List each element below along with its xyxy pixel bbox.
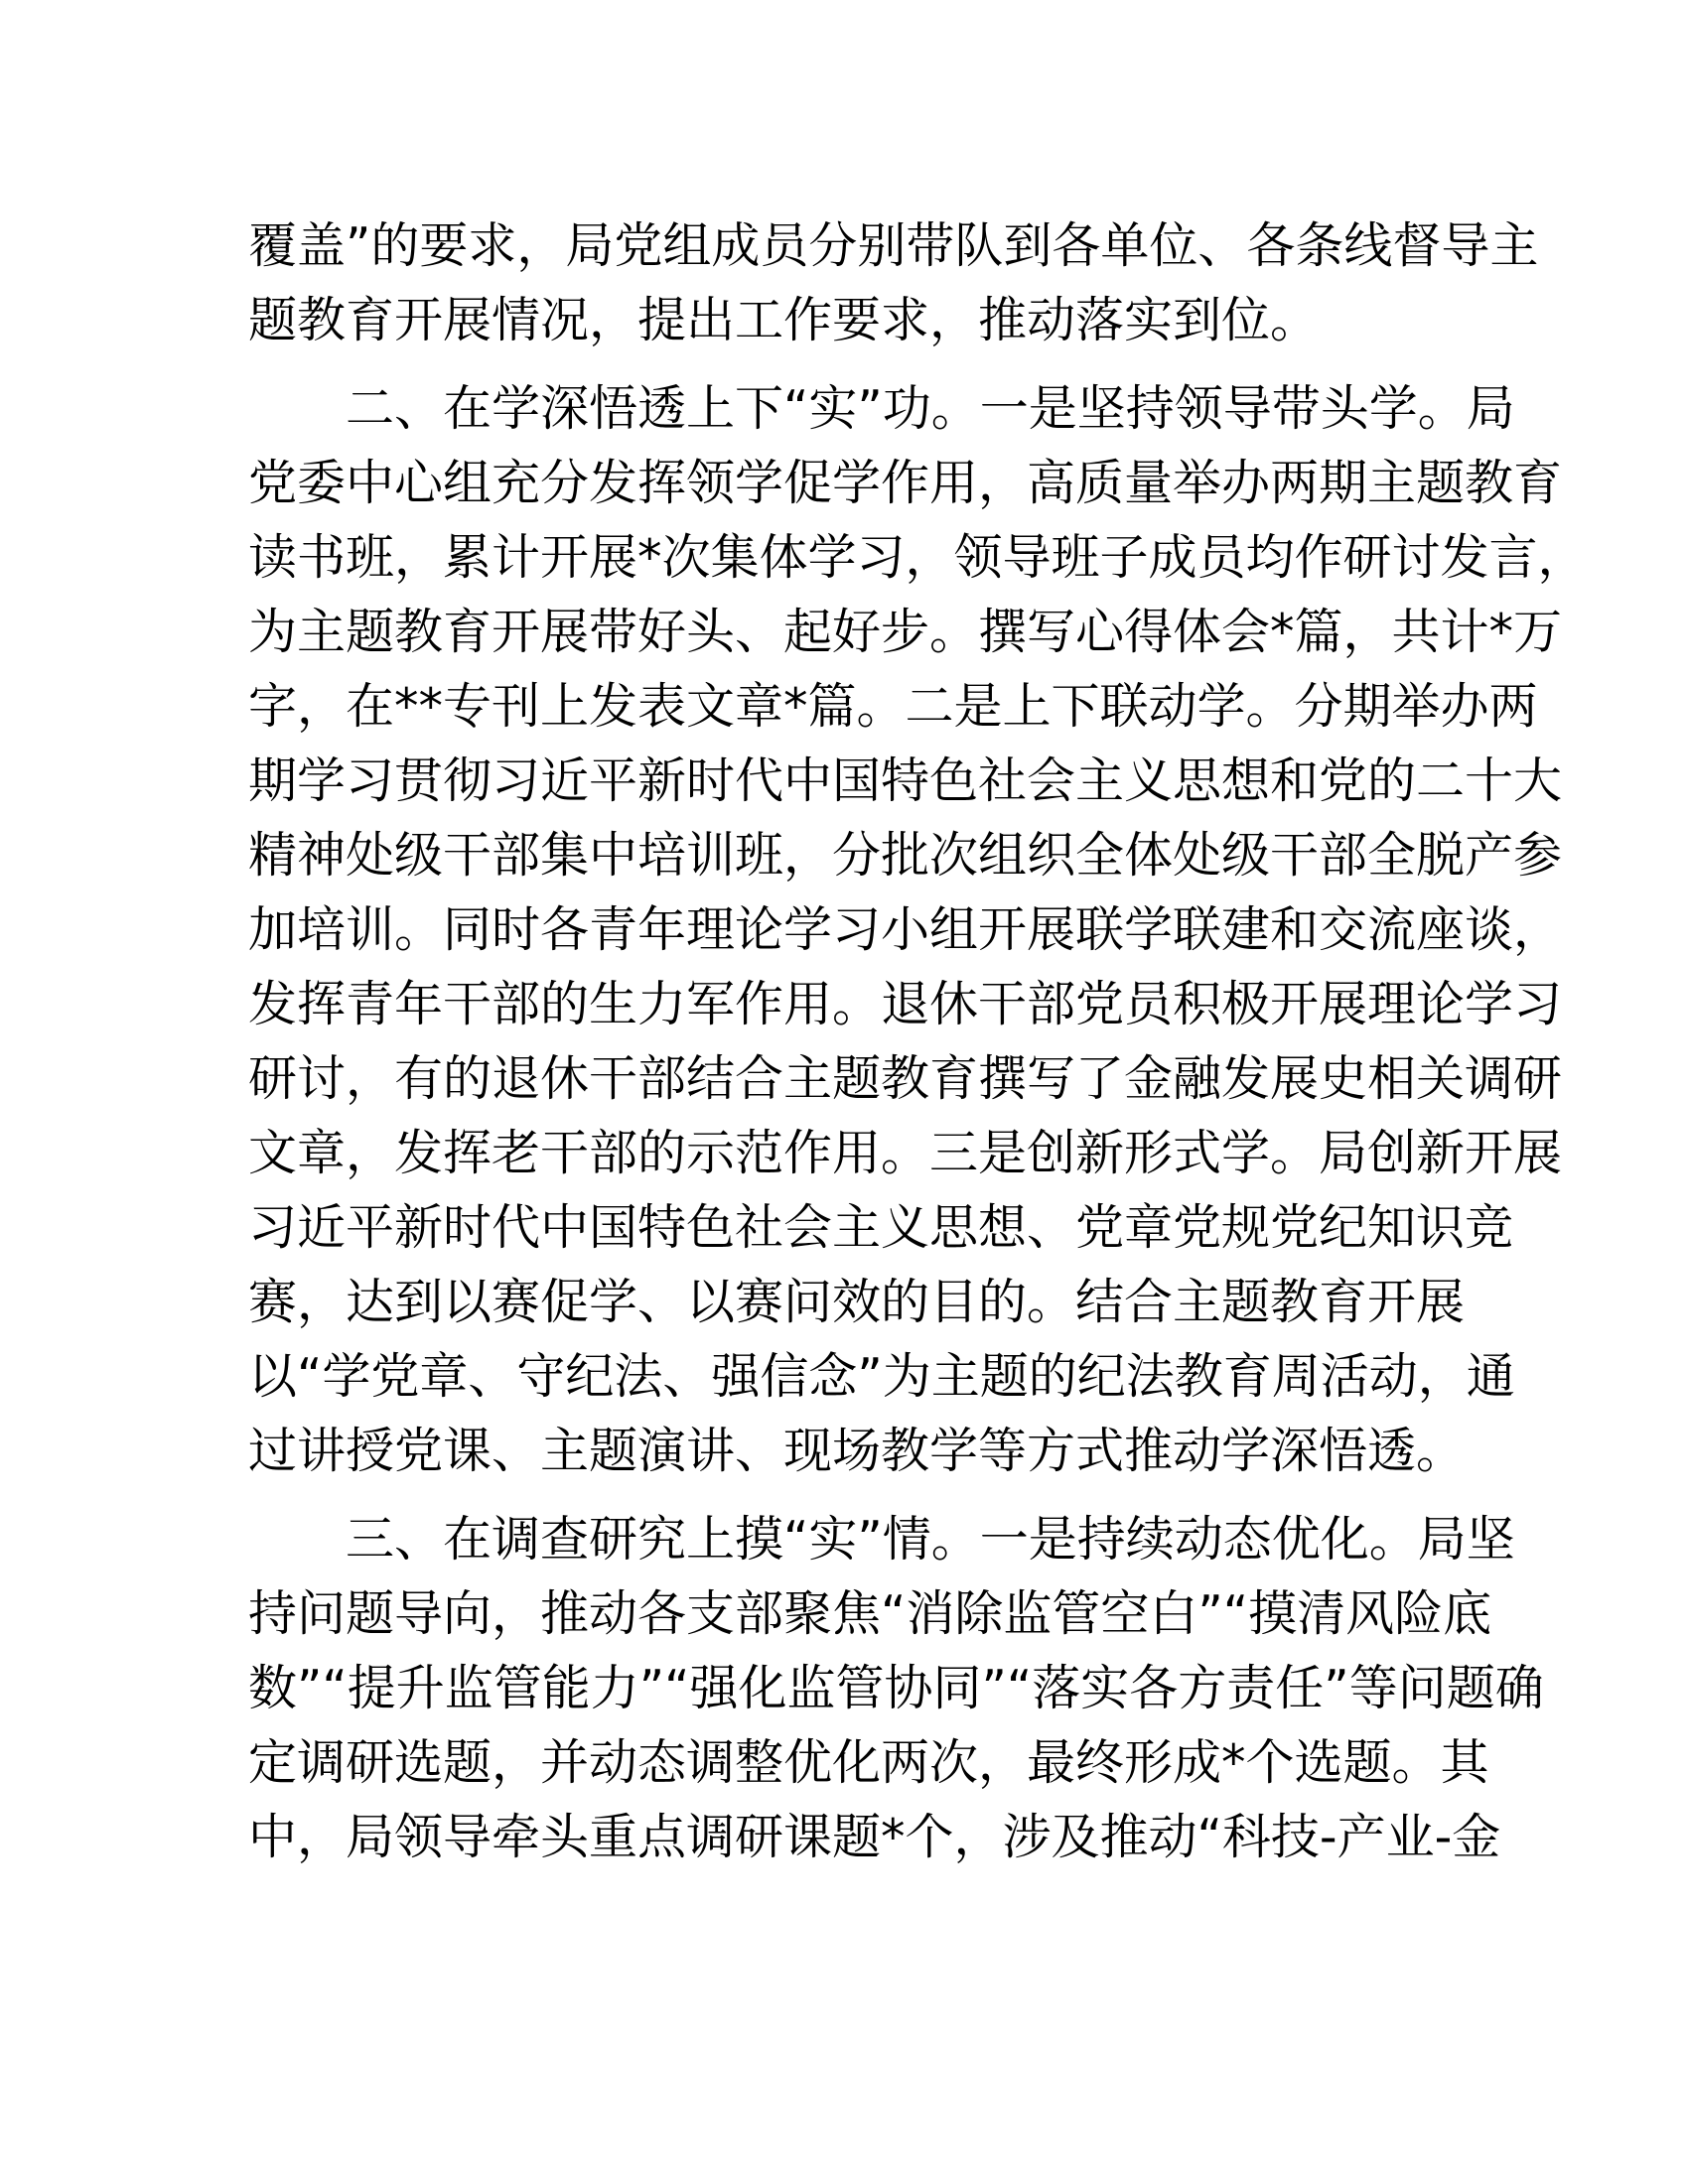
text-line: 发挥青年干部的生力军作用。退休干部党员积极开展理论学习 — [248, 976, 1563, 1032]
text-line: 二、在学深悟透上下“实”功。一是坚持领导带头学。局 — [346, 380, 1515, 437]
text-line: 研讨，有的退休干部结合主题教育撰写了金融发展史相关调研 — [248, 1050, 1563, 1107]
text-line: 赛，达到以赛促学、以赛问效的目的。结合主题教育开展 — [248, 1274, 1466, 1330]
text-line: 文章，发挥老干部的示范作用。三是创新形式学。局创新开展 — [248, 1125, 1563, 1181]
text-line: 过讲授党课、主题演讲、现场教学等方式推动学深悟透。 — [248, 1423, 1466, 1479]
text-line: 为主题教育开展带好头、起好步。撰写心得体会*篇，共计*万 — [248, 604, 1563, 660]
text-line: 习近平新时代中国特色社会主义思想、党章党规党纪知识竞 — [248, 1199, 1514, 1256]
paragraph-1 — [248, 208, 1539, 357]
paragraph-3 — [248, 1502, 1544, 1874]
text-line: 以“学党章、守纪法、强信念”为主题的纪法教育周活动，通 — [248, 1348, 1515, 1405]
text-line: 党委中心组充分发挥领学促学作用，高质量举办两期主题教育 — [248, 455, 1563, 511]
text-line: 中，局领导牵头重点调研课题*个，涉及推动“科技-产业-金 — [248, 1809, 1501, 1865]
text-line: 三、在调查研究上摸“实”情。一是持续动态优化。局坚 — [346, 1511, 1515, 1568]
text-line: 题教育开展情况，提出工作要求，推动落实到位。 — [248, 292, 1320, 348]
text-line: 数”“提升监管能力”“强化监管协同”“落实各方责任”等问题确 — [248, 1660, 1544, 1716]
text-line: 加培训。同时各青年理论学习小组开展联学联建和交流座谈， — [248, 901, 1563, 958]
text-line: 覆盖”的要求，局党组成员分别带队到各单位、各条线督导主 — [248, 217, 1539, 274]
paragraph-2 — [248, 371, 1587, 1488]
text-line: 读书班，累计开展*次集体学习，领导班子成员均作研讨发言， — [248, 529, 1587, 586]
document-page — [248, 208, 1587, 1874]
text-line: 字，在**专刊上发表文章*篇。二是上下联动学。分期举办两 — [248, 678, 1538, 735]
text-line: 定调研选题，并动态调整优化两次，最终形成*个选题。其 — [248, 1734, 1489, 1791]
text-line: 精神处级干部集中培训班，分批次组织全体处级干部全脱产参 — [248, 827, 1563, 884]
text-line: 期学习贯彻习近平新时代中国特色社会主义思想和党的二十大 — [248, 752, 1563, 809]
text-line: 持问题导向，推动各支部聚焦“消除监管空白”“摸清风险底 — [248, 1585, 1492, 1642]
